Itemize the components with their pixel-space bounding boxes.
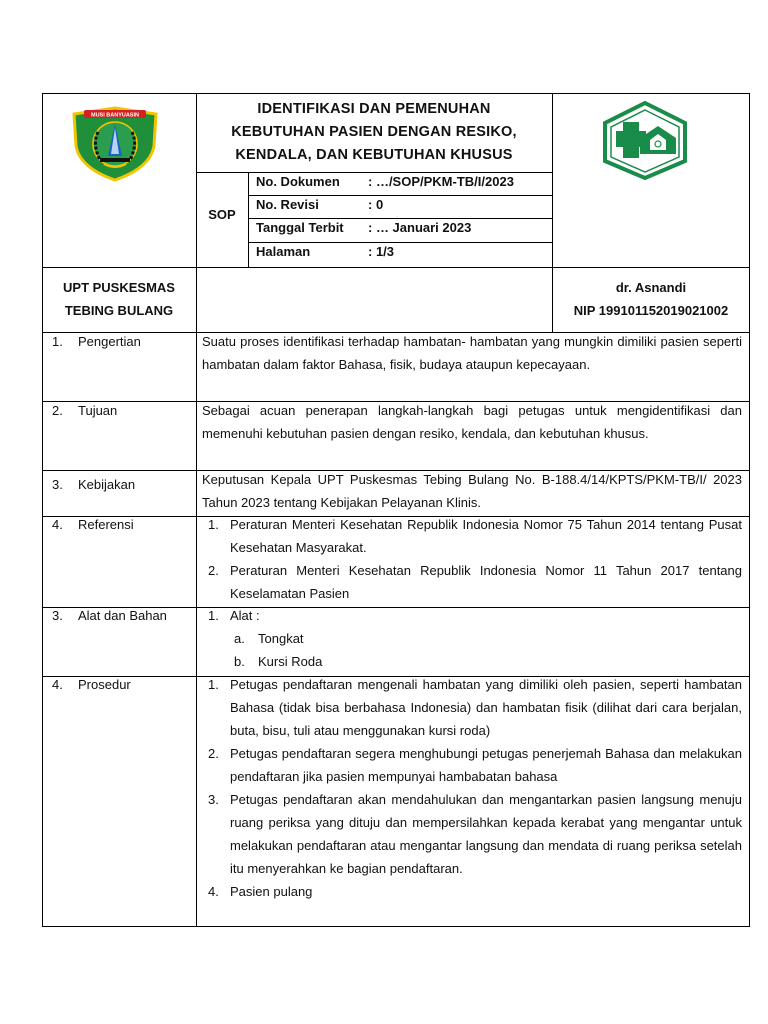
section-label-pengertian <box>52 334 141 349</box>
list-text: Petugas pendaftaran akan mendahulukan dan mengantarkan pasien langsung menuju ruang periksa yang dituju dan mempersilahkan kepada kerabat yang mengantar untuk melakukan pendaftaran atau mengantar langsung dan mendata di ruang periksa setelah itu menyerahkan ke bagian pendaftaran. <box>230 792 742 876</box>
border-left <box>42 93 43 927</box>
title-line-2: KEBUTUHAN PASIEN DENGAN RESIKO, <box>231 124 517 140</box>
meta-value: : … Januari 2023 <box>368 220 472 235</box>
section-list-referensi <box>202 513 742 605</box>
regency-emblem-icon <box>70 106 160 182</box>
sub-list-item <box>202 627 742 650</box>
list-text: Petugas pendaftaran segera menghubungi petugas penerjemah Bahasa dan melakukan pendaftaran jika pasien mempunyai hambabatan bahasa <box>230 746 742 784</box>
meta-key: Tanggal Terbit <box>256 220 344 235</box>
list-text: Peraturan Menteri Kesehatan Republik Indonesia Nomor 75 Tahun 2014 tentang Pusat Kesehatan Masyarakat. <box>230 517 742 555</box>
border-header-bottom <box>42 267 750 268</box>
list-number: 2. <box>208 746 219 761</box>
section-label-tujuan <box>52 403 117 418</box>
document-title <box>196 98 552 167</box>
section-number: 2. <box>52 403 63 418</box>
list-item <box>202 559 742 605</box>
border-sop-divider <box>248 172 249 267</box>
meta-row-document-number <box>256 174 514 189</box>
border-meta-3 <box>248 242 552 243</box>
section-number: 4. <box>52 517 63 532</box>
signatory-nip: NIP 199101152019021002 <box>573 303 729 318</box>
sop-label: SOP <box>208 207 236 222</box>
title-line-1: IDENTIFIKASI DAN PEMENUHAN <box>257 101 491 117</box>
meta-value: : …/SOP/PKM-TB/I/2023 <box>368 174 514 189</box>
section-list-alat <box>202 604 742 673</box>
list-number: 1. <box>208 517 219 532</box>
list-item <box>202 788 742 880</box>
section-label-prosedur <box>52 677 131 692</box>
section-title: Alat dan Bahan <box>78 608 167 623</box>
section-number: 4. <box>52 677 63 692</box>
meta-key: No. Revisi <box>256 197 319 212</box>
list-item <box>202 742 742 788</box>
list-text: Pasien pulang <box>230 884 313 899</box>
unit-line-2: TEBING BULANG <box>64 303 174 318</box>
signatory-name: dr. Asnandi <box>615 280 687 295</box>
list-item <box>202 673 742 742</box>
list-number: 2. <box>208 563 219 578</box>
list-number: 3. <box>208 792 219 807</box>
sub-list-letter: b. <box>234 654 245 669</box>
emblem-banner-text: MUSI BANYUASIN <box>91 112 139 119</box>
list-number: 1. <box>208 608 219 623</box>
sub-list-letter: a. <box>234 631 245 646</box>
meta-row-revision <box>256 197 383 212</box>
section-number: 1. <box>52 334 63 349</box>
section-list-prosedur <box>202 673 742 903</box>
sub-list-item <box>202 650 742 673</box>
meta-key: Halaman <box>256 244 311 259</box>
sub-list-text: Kursi Roda <box>258 654 323 669</box>
section-text-pengertian: Suatu proses identifikasi terhadap hambatan- hambatan yang mungkin dimiliki pasien seperti hambatan dalam faktor Bahasa, fisik, budaya ataupun kepecayaan. <box>202 334 742 372</box>
list-number: 4. <box>208 884 219 899</box>
border-meta-2 <box>248 218 552 219</box>
section-title: Kebijakan <box>78 477 136 492</box>
section-title: Pengertian <box>78 334 141 349</box>
meta-value: : 0 <box>368 197 384 212</box>
section-label-alat <box>52 608 167 623</box>
border-bottom <box>42 926 750 927</box>
meta-row-issue-date <box>256 220 471 235</box>
section-number: 3. <box>52 477 63 492</box>
list-item <box>202 604 742 627</box>
list-number: 1. <box>208 677 219 692</box>
health-cross-logo-icon <box>600 100 690 180</box>
signatory <box>552 276 750 322</box>
section-text-tujuan: Sebagai acuan penerapan langkah-langkah bagi petugas untuk mengidentifikasi dan memenuhi kebutuhan pasien dengan resiko, kendala, dan kebutuhan khusus. <box>202 403 742 441</box>
title-line-3: KENDALA, DAN KEBUTUHAN KHUSUS <box>235 147 513 163</box>
unit-line-1: UPT PUSKESMAS <box>63 280 175 295</box>
border-top <box>42 93 750 94</box>
unit-name <box>42 276 196 322</box>
border-right <box>749 93 750 927</box>
section-label-kebijakan <box>52 477 135 492</box>
section-title: Referensi <box>78 517 134 532</box>
section-text-kebijakan: Keputusan Kepala UPT Puskesmas Tebing Bulang No. B-188.4/14/KPTS/PKM-TB/I/ 2023 Tahun 2023 tentang Kebijakan Pelayanan Klinis. <box>202 472 742 510</box>
list-text: Petugas pendaftaran mengenali hambatan yang dimiliki oleh pasien, seperti hambatan Bahasa (tidak bisa berbahasa Indonesia) dan hambatan fisik (dilihat dari cara berjalan, buta, bisu, tuli atau menggunakan kursi roda) <box>230 677 742 738</box>
section-title: Tujuan <box>78 403 118 418</box>
section-label-referensi <box>52 517 134 532</box>
list-item <box>202 513 742 559</box>
list-text: Peraturan Menteri Kesehatan Republik Indonesia Nomor 11 Tahun 2017 tentang Keselamatan Pasien <box>230 563 742 601</box>
list-text: Alat : <box>230 608 260 623</box>
section-title: Prosedur <box>78 677 131 692</box>
list-item <box>202 880 742 903</box>
meta-key: No. Dokumen <box>256 174 340 189</box>
section-number: 3. <box>52 608 63 623</box>
meta-value: : 1/3 <box>368 244 395 259</box>
sub-list-text: Tongkat <box>258 631 304 646</box>
border-meta-1 <box>248 195 552 196</box>
border-title-bottom <box>196 172 552 173</box>
meta-row-page <box>256 244 394 259</box>
